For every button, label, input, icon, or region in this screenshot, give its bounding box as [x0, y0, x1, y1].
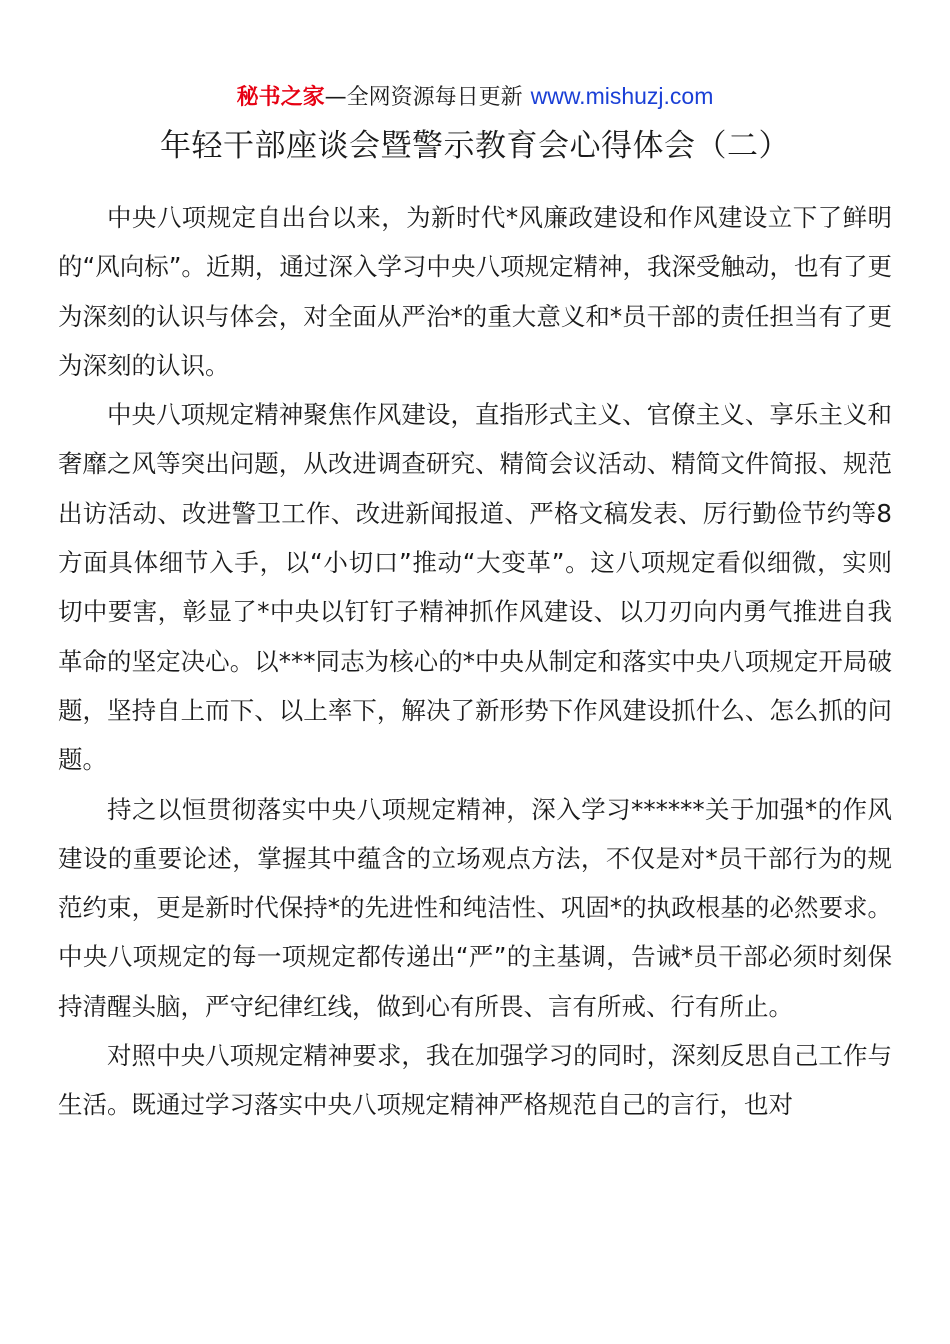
- paragraph-1: 中央八项规定自出台以来，为新时代*风廉政建设和作风建设立下了鲜明的“风向标”。近期，通过深入学习中央八项规定精神，我深受触动，也有了更为深刻的认识与体会，对全面从严治*的重大意义和*员干部的责任担当有了更为深刻的认识。: [58, 203, 892, 380]
- header-tagline: —全网资源每日更新: [324, 85, 523, 110]
- site-url-link[interactable]: www.mishuzj.com: [530, 83, 714, 109]
- brand-name: 秘书之家: [236, 85, 325, 110]
- document-body: [58, 193, 892, 1130]
- document-title: 年轻干部座谈会暨警示教育会心得体会（二）: [160, 128, 790, 164]
- paragraph-3: 持之以恒贯彻落实中央八项规定精神，深入学习******关于加强*的作风建设的重要论述，掌握其中蕴含的立场观点方法，不仅是对*员干部行为的规范约束，更是新时代保持*的先进性和纯洁性、巩固*的执政根基的必然要求。中央八项规定的每一项规定都传递出“严”的主基调，告诫*员干部必须时刻保持清醒头脑，严守纪律红线，做到心有所畏、言有所戒、行有所止。: [58, 794, 892, 1021]
- paragraph-4: 对照中央八项规定精神要求，我在加强学习的同时，深刻反思自己工作与生活。既通过学习落实中央八项规定精神严格规范自己的言行，也对: [58, 1041, 892, 1120]
- paragraph-2: 中央八项规定精神聚焦作风建设，直指形式主义、官僚主义、享乐主义和奢靡之风等突出问题，从改进调查研究、精简会议活动、精简文件简报、规范出访活动、改进警卫工作、改进新闻报道、严格文稿发表、厉行勤俭节约等8方面具体细节入手，以“小切口”推动“大变革”。这八项规定看似细微，实则切中要害，彰显了*中央以钉钉子精神抓作风建设、以刀刃向内勇气推进自我革命的坚定决心。以***同志为核心的*中央从制定和落实中央八项规定开局破题，坚持自上而下、以上率下，解决了新形势下作风建设抓什么、怎么抓的问题。: [58, 400, 892, 775]
- site-header: [0, 80, 950, 114]
